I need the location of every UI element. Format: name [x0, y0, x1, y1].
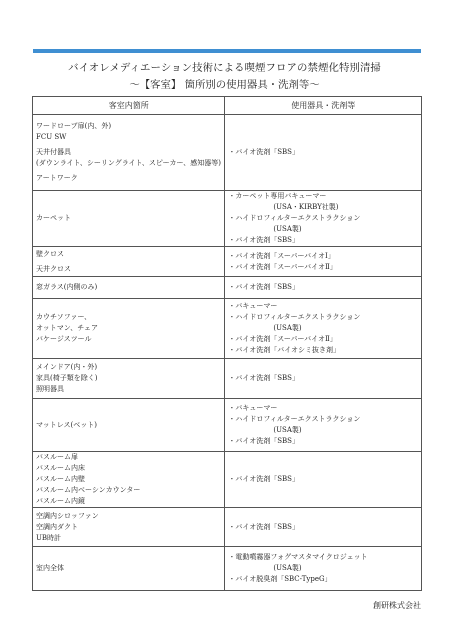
location-cell [33, 508, 225, 547]
document-title: バイオレメディエーション技術による喫煙フロアの禁煙化特別清掃 [68, 62, 381, 74]
location-line: バスルーム内壁 [36, 475, 85, 483]
header-location: 客室内箇所 [33, 97, 225, 115]
table-row [33, 247, 422, 277]
location-line: 壁クロス [36, 249, 64, 258]
equipment-line: ・バイオ洗剤「スーパーバイオⅡ」 [228, 262, 337, 271]
equipment-line: (USA・KIRBY社製) [273, 203, 339, 211]
location-line: バスルーム内床 [36, 464, 85, 472]
equipment-line: ・バイオ洗剤「SBS」 [228, 148, 299, 156]
equipment-line: (USA製) [273, 225, 302, 233]
equipment-line: ・バイオ洗剤「SBS」 [228, 437, 299, 445]
table-row [33, 359, 422, 399]
equipment-line: ・ハイドロフィルターエクストラクション [228, 415, 361, 423]
equipment-line: ・ハイドロフィルターエクストラクション [228, 214, 361, 222]
equipment-line: ・バイオ洗剤「SBS」 [228, 522, 299, 531]
equipment-cell [225, 508, 422, 547]
equipment-cell [225, 399, 422, 452]
location-line: 窓ガラス(内側のみ) [36, 283, 98, 291]
location-line: アートワーク [36, 174, 78, 182]
equipment-line: ・バイオ洗剤「バイオシミ抜き剤」 [228, 346, 341, 354]
document-subtitle: 〜【客室】 箇所別の使用器具・洗剤等〜 [129, 79, 320, 91]
equipment-line: ・ハイドロフィルターエクストラクション [228, 313, 361, 321]
table-row [33, 115, 422, 191]
location-line: カーペット [36, 214, 71, 222]
equipment-line: ・カーペット専用バキューマー [228, 192, 327, 200]
location-cell [33, 299, 225, 359]
table-row [33, 452, 422, 508]
equipment-line: ・バイオ脱臭剤「SBC-TypeG」 [228, 575, 332, 583]
location-line: マットレス(ベット) [36, 420, 97, 429]
table-row [33, 547, 422, 591]
location-cell [33, 277, 225, 299]
equipment-cell [225, 277, 422, 299]
equipment-line: ・バキューマー [228, 302, 278, 310]
equipment-line: (USA製) [273, 426, 302, 434]
table-row [33, 399, 422, 452]
equipment-line: (USA製) [273, 564, 302, 572]
location-line: 天井付器具 [36, 148, 71, 156]
location-cell [33, 399, 225, 452]
location-line: ワードローブ扉(内、外) [36, 122, 112, 130]
equipment-line: (USA製) [273, 324, 302, 332]
location-line: UB時計 [36, 533, 62, 542]
table-row [33, 277, 422, 299]
location-line: カウチソファー、 [36, 313, 92, 321]
table-row [33, 508, 422, 547]
location-cell [33, 359, 225, 399]
equipment-line: ・バイオ洗剤「スーパーバイオⅡ」 [228, 335, 337, 343]
equipment-cell [225, 115, 422, 191]
location-line: FCU SW [36, 133, 67, 141]
location-line: メインドア(内・外) [36, 363, 98, 371]
location-line: 室内全体 [36, 564, 64, 572]
equipment-cell [225, 299, 422, 359]
equipment-line: ・バイオ洗剤「SBS」 [228, 374, 299, 382]
location-cell [33, 191, 225, 247]
location-cell [33, 247, 225, 277]
equipment-line: ・バイオ洗剤「SBS」 [228, 475, 299, 483]
equipment-cell [225, 547, 422, 591]
location-line: バケージスツール [36, 335, 92, 343]
table-row [33, 191, 422, 247]
location-line: 空調内シロッファン [36, 511, 99, 520]
location-line: オットマン、チェア [36, 324, 99, 332]
header-equipment: 使用器具・洗剤等 [225, 97, 422, 115]
equipment-line: ・バイオ洗剤「SBS」 [228, 283, 299, 291]
equipment-cell [225, 247, 422, 277]
location-line: 照明器具 [36, 385, 64, 393]
location-cell [33, 115, 225, 191]
table-header-row [33, 97, 422, 115]
location-line: 天井クロス [36, 264, 71, 273]
top-accent-bar [33, 49, 421, 53]
cleaning-table [32, 96, 422, 591]
equipment-cell [225, 191, 422, 247]
equipment-line: ・バキューマー [228, 404, 278, 412]
location-line: 家具(椅子類を除く) [36, 374, 98, 382]
location-line: バスルーム内鏡 [36, 497, 85, 505]
location-cell [33, 452, 225, 508]
equipment-line: ・バイオ洗剤「SBS」 [228, 236, 299, 244]
equipment-cell [225, 452, 422, 508]
equipment-line: ・電動噴霧器フォグマスタマイクロジェット [228, 553, 368, 561]
equipment-line: ・バイオ洗剤「スーパーバイオⅠ」 [228, 251, 335, 260]
location-cell [33, 547, 225, 591]
location-line: バスルーム扉 [36, 453, 78, 461]
location-line: バスルーム内ベーシンカウンター [36, 486, 141, 494]
table-row [33, 299, 422, 359]
equipment-cell [225, 359, 422, 399]
location-line: 空調内ダクト [36, 522, 78, 531]
company-name: 創研株式会社 [373, 601, 421, 610]
location-line: (ダウンライト、シーリングライト、スピーカー、感知器等) [36, 159, 221, 167]
